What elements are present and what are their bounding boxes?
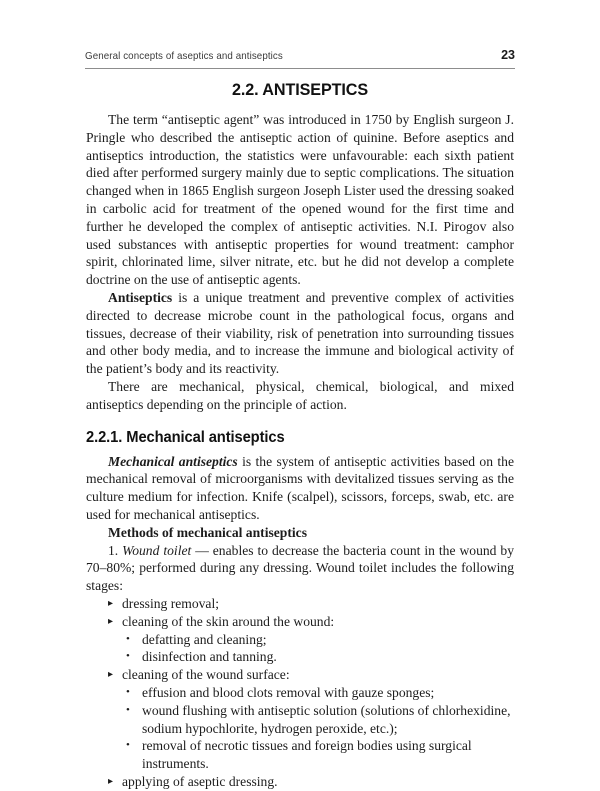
term-mechanical-antiseptics: Mechanical antiseptics xyxy=(108,453,238,469)
definition-mechanical-text: is the system of antiseptic activities based on the mechanical removal of microorganisms with devitalized tissues serving as the culture medium for infection. Knife (scalpel), scissors, forceps, swab, etc. are used for mechanical antiseptics. xyxy=(86,453,514,522)
dot-bullet-icon: • xyxy=(126,703,130,716)
list-item-label: applying of aseptic dressing. xyxy=(122,773,278,789)
paragraph-mechanical-definition xyxy=(86,453,514,524)
definition-antiseptics-text: is a unique treatment and preventive complex of activities directed to decrease microbe count in the pathological focus, organs and tissues, decrease of their viability, risk of penetration into surrounding tissues and other body media, and to increase the immune and biological activity of the patient’s body and its reactivity. xyxy=(86,289,514,377)
list-item-label: wound flushing with antiseptic solution (solutions of chlorhexidine, sodium hypochlorite, hydrogen peroxide, etc.); xyxy=(142,702,511,736)
list-item-label: dressing removal; xyxy=(122,595,220,611)
running-head xyxy=(85,48,515,62)
list-item-label: cleaning of the wound surface: xyxy=(122,667,290,683)
list-item-label: effusion and blood clots removal with gauze sponges; xyxy=(142,684,435,700)
list-item-label: cleaning of the skin around the wound: xyxy=(122,613,335,629)
list-item xyxy=(122,684,514,702)
list-item xyxy=(86,595,514,613)
triangle-bullet-icon: ▸ xyxy=(108,669,114,681)
item-wound-toilet-text: — enables to decrease the bacteria count in the wound by 70–80%; performed during any dressing. Wound toilet includes the following stages: xyxy=(86,542,514,594)
term-wound-toilet: Wound toilet xyxy=(122,542,192,558)
list-item xyxy=(122,702,514,738)
list-item xyxy=(86,773,514,791)
wound-toilet-stage-list xyxy=(86,595,514,791)
dot-bullet-icon: • xyxy=(126,739,130,752)
triangle-bullet-icon: ▸ xyxy=(108,775,114,787)
term-antiseptics: Antiseptics xyxy=(108,289,173,305)
list-item-label: removal of necrotic tissues and foreign bodies using surgical instruments. xyxy=(142,738,472,772)
triangle-bullet-icon: ▸ xyxy=(108,615,114,627)
list-item xyxy=(122,648,514,666)
running-head-title: General concepts of aseptics and antiseptics xyxy=(85,50,283,62)
item-number: 1. xyxy=(108,542,123,558)
section-title-mechanical-antiseptics: 2.2.1. Mechanical antiseptics xyxy=(86,428,285,446)
list-item-label: defatting and cleaning; xyxy=(142,631,267,647)
list-item-label: disinfection and tanning. xyxy=(142,649,277,665)
list-item xyxy=(86,666,514,773)
sublist-skin-cleaning xyxy=(122,631,514,667)
header-divider xyxy=(85,68,515,69)
sublist-wound-surface-cleaning xyxy=(122,684,514,773)
list-item xyxy=(122,737,514,773)
methods-heading: Methods of mechanical antiseptics xyxy=(108,524,307,540)
numbered-item-wound-toilet xyxy=(86,542,514,595)
dot-bullet-icon: • xyxy=(126,632,130,645)
dot-bullet-icon: • xyxy=(126,650,130,663)
paragraph-antiseptics-definition xyxy=(86,289,514,378)
triangle-bullet-icon: ▸ xyxy=(108,597,114,609)
paragraph-antiseptic-history: The term “antiseptic agent” was introduced in 1750 by English surgeon J. Pringle who described the antiseptic action of quinine. Before aseptics and antiseptics introduction, the statistics were unfavourable: each sixth patient died after performed surgery mainly due to septic complications. The situation changed when in 1865 English surgeon Joseph Lister used the dressing soaked in carbolic acid for treatment of the opened wound for the first time and further he developed the complex of antiseptic activities. N.I. Pirogov also used substances with antiseptic properties for wound treatment: camphor spirit, chlorinated lime, silver nitrate, etc. but he did not develop a complete doctrine on the use of antiseptic agents. xyxy=(86,112,514,288)
paragraph-antiseptics-types: There are mechanical, physical, chemical, biological, and mixed antiseptics depending on the principle of action. xyxy=(86,378,514,412)
page-number: 23 xyxy=(501,48,515,62)
list-item xyxy=(86,613,514,666)
chapter-title: 2.2. ANTISEPTICS xyxy=(231,80,369,99)
list-item xyxy=(122,631,514,649)
page-content xyxy=(86,80,514,791)
dot-bullet-icon: • xyxy=(126,685,130,698)
